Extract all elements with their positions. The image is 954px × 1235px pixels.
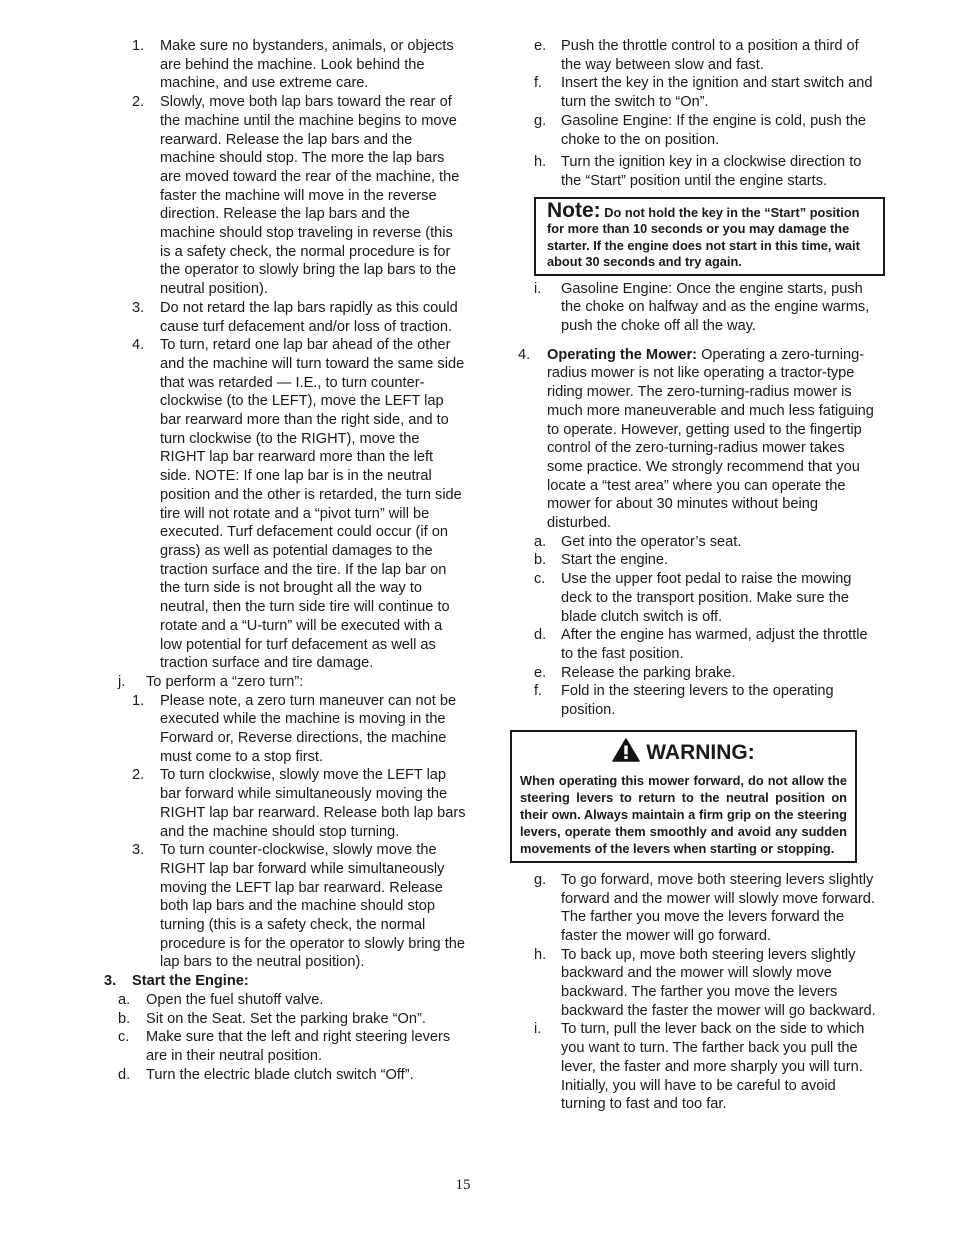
list-item: c. Make sure that the left and right steering levers are in their neutral position. <box>118 1029 451 1064</box>
warning-box <box>510 730 857 863</box>
list-item: d. After the engine has warmed, adjust the throttle to the fast position. <box>534 627 868 662</box>
left-column <box>104 37 466 1084</box>
list-item: a. Get into the operator’s seat. <box>534 533 742 550</box>
list-item: 1. Make sure no bystanders, animals, or objects are behind the machine. Look behind the machine, and use extreme care. <box>132 38 454 92</box>
list-item: i. Gasoline Engine: Once the engine starts, push the choke on halfway and as the engine warms, push the choke off all the way. <box>534 280 870 335</box>
list-item: j. To perform a “zero turn”: <box>118 673 304 690</box>
list-item: h. To back up, move both steering levers slightly backward and the mower will slowly move backward. The farther you move the levers backward the faster the mower will go backward. <box>534 946 876 1019</box>
warning-header <box>520 738 847 766</box>
page-number: 15 <box>455 1177 471 1193</box>
list-item: i. To turn, pull the lever back on the side to which you want to turn. The farther back you pull the lever, the faster and more sharply you will turn. Initially, you will have to be careful to avoid turning to fast and too far. <box>534 1021 865 1113</box>
list-item: 2. To turn clockwise, slowly move the LEFT lap bar forward while simultaneously moving the RIGHT lap bar rearward. Release both lap bars and the machine should stop turning. <box>132 767 466 840</box>
list-item: f. Insert the key in the ignition and start switch and turn the switch to “On”. <box>534 75 873 111</box>
note-label: Note: <box>547 198 601 222</box>
list-item: 3. To turn counter-clockwise, slowly move the RIGHT lap bar forward while simultaneously moving the LEFT lap bar rearward. Release both lap bars and the machine should stop turning (this is a safety check, the normal procedure is for the operator to slowly bring the lap bars to the neutral position). <box>132 842 466 971</box>
list-item: d. Turn the electric blade clutch switch “Off”. <box>118 1066 414 1083</box>
warning-title: WARNING: <box>646 740 755 764</box>
list-item: b. Sit on the Seat. Set the parking brake “On”. <box>118 1010 426 1027</box>
section-heading-operating-mower: Operating the Mower: <box>547 346 697 363</box>
section-operating-mower: 4. Operating the Mower: Operating a zero-turning-radius mower is not like operating a tractor-type riding mower. The zero-turning-radius mower is much more maneuverable and much less fatiguing to operate. However, getting used to the fingertip control of the zero-turning-radius mower takes some practice. We strongly recommend that you locate a “test area” where you can operate the mower for about 30 minutes without being disturbed. <box>518 346 874 532</box>
list-item: e. Push the throttle control to a position a third of the way between slow and fast. <box>534 38 859 73</box>
list-item: 3. Do not retard the lap bars rapidly as this could cause turf defacement and/or loss of traction. <box>132 299 458 335</box>
warning-text: When operating this mower forward, do not allow the steering levers to return to the neutral position on their own. Always maintain a firm grip on the steering levers, operate them smoothly and avoid any sudden movements of the levers when starting or stopping. <box>520 772 847 856</box>
list-item: a. Open the fuel shutoff valve. <box>118 991 324 1008</box>
list-item: h. Turn the ignition key in a clockwise direction to the “Start” position until the engine starts. <box>534 154 862 189</box>
list-item: b. Start the engine. <box>534 552 669 569</box>
list-item: 4. To turn, retard one lap bar ahead of the other and the machine will turn toward the same side that was retarded — I.E., to turn counter-clockwise (to the LEFT), move the LEFT lap bar rearward more than the right side, and to turn clockwise (to the RIGHT), move the RIGHT lap bar rearward more than the left side. NOTE: If one lap bar is in the neutral position and the other is retarded, the turn side tire will not rotate and a “pivot turn” will be executed. Turf defacement could occur (if on grass) as well as potential damages to the traction surface and the tire. If the lap bar on the turn side is not brought all the way to neutral, then the turn side tire will continue to rotate and a “U-turn” will be executed with a low potential for turf defacement as well as traction surface and tire damage. <box>132 337 465 672</box>
list-item: 2. Slowly, move both lap bars toward the rear of the machine until the machine begins to move rearward. Release the lap bars and the machine should stop. The more the lap bars are moved toward the rear of the machine, the faster the machine will move in the reverse direction. Release the lap bars and the machine should stop traveling in reverse (this is a safety check, the normal procedure is for the operator to slowly bring the lap bars to the neutral position). <box>132 94 460 298</box>
right-column <box>510 37 882 1114</box>
warning-triangle-icon <box>612 738 640 762</box>
list-item: e. Release the parking brake. <box>534 664 736 681</box>
note-box <box>534 197 885 276</box>
note-text: Do not hold the key in the “Start” position for more than 10 seconds or you may damage the starter. If the engine does not start in this time, wait about 30 seconds and try again. <box>547 204 860 270</box>
list-item: f. Fold in the steering levers to the operating position. <box>534 683 834 719</box>
section-heading-start-engine: 3. Start the Engine: <box>104 973 249 990</box>
list-item: 1. Please note, a zero turn maneuver can not be executed while the machine is moving in the Forward or, Reverse directions, the machine must come to a stop first. <box>132 692 457 765</box>
list-item: c. Use the upper foot pedal to raise the mowing deck to the transport position. Make sure the blade clutch switch is off. <box>534 571 852 625</box>
list-item: g. To go forward, move both steering levers slightly forward and the mower will slowly move forward. The farther you move the levers forward the faster the mower will go forward. <box>534 871 875 944</box>
list-item: g. Gasoline Engine: If the engine is cold, push the choke to the on position. <box>534 112 867 148</box>
